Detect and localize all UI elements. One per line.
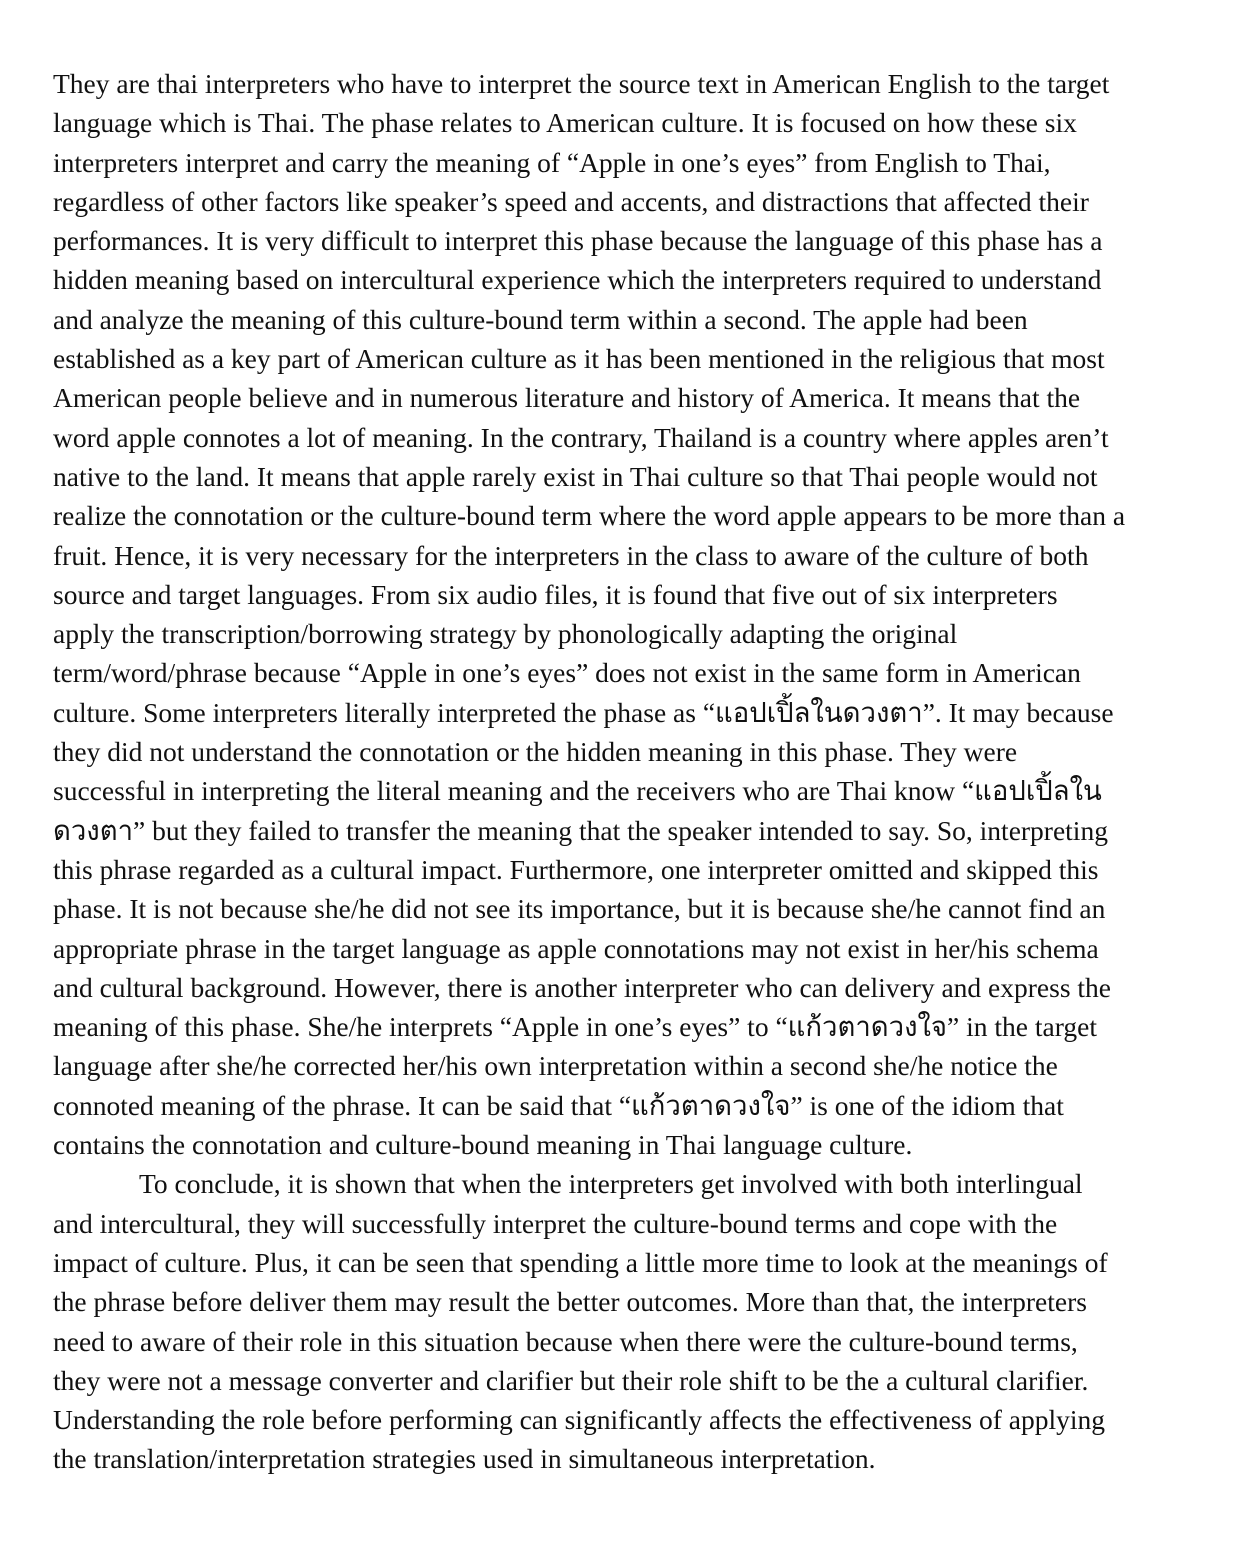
paragraph-1 xyxy=(53,64,1178,1164)
document-page xyxy=(53,64,1178,1479)
text-line: apply the transcription/borrowing strategy by phonologically adapting the original xyxy=(53,618,958,650)
text-line: they were not a message converter and clarifier but their role shift to be the a cultural clarifier. xyxy=(53,1364,1089,1396)
text-line: They are thai interpreters who have to interpret the source text in American English to the target xyxy=(53,68,1110,99)
text-line: regardless of other factors like speaker’s speed and accents, and distractions that affected their xyxy=(53,185,1089,217)
text-line: they did not understand the connotation or the hidden meaning in this phase. They were xyxy=(53,736,1018,768)
text-line: fruit. Hence, it is very necessary for the interpreters in the class to aware of the culture of both xyxy=(53,539,1089,571)
text-line: meaning of this phase. She/he interprets “Apple in one’s eyes” to “แก้วตาดวงใจ” in the target xyxy=(53,1011,1097,1043)
text-line: contains the connotation and culture-bound meaning in Thai language culture. xyxy=(53,1129,913,1161)
text-line: word apple connotes a lot of meaning. In the contrary, Thailand is a country where apples aren’t xyxy=(53,421,1109,453)
text-line: phase. It is not because she/he did not see its importance, but it is because she/he cannot find an xyxy=(53,893,1106,925)
text-line: native to the land. It means that apple rarely exist in Thai culture so that Thai people would not xyxy=(53,460,1098,492)
text-line: and cultural background. However, there is another interpreter who can delivery and express the xyxy=(53,971,1111,1003)
text-line: successful in interpreting the literal meaning and the receivers who are Thai know “แอปเปิ้ลใน xyxy=(53,775,1102,807)
text-line: hidden meaning based on intercultural experience which the interpreters required to understand xyxy=(53,264,1102,296)
text-line-indented: To conclude, it is shown that when the interpreters get involved with both interlingual xyxy=(139,1168,1083,1200)
text-line: ดวงตา” but they failed to transfer the meaning that the speaker intended to say. So, interpreting xyxy=(53,814,1108,846)
text-line: language which is Thai. The phase relates to American culture. It is focused on how these six xyxy=(53,107,1077,139)
text-line: the phrase before deliver them may result the better outcomes. More than that, the interpreters xyxy=(53,1286,1087,1318)
text-line: realize the connotation or the culture-bound term where the word apple appears to be more than a xyxy=(53,500,1126,532)
text-line: term/word/phrase because “Apple in one’s eyes” does not exist in the same form in American xyxy=(53,657,1081,689)
paragraph-2 xyxy=(53,1164,1178,1478)
text-line: American people believe and in numerous literature and history of America. It means that the xyxy=(53,382,1081,414)
text-line: appropriate phrase in the target language as apple connotations may not exist in her/his schema xyxy=(53,932,1099,964)
text-line: culture. Some interpreters literally interpreted the phase as “แอปเปิ้ลในดวงตา”. It may because xyxy=(53,696,1114,728)
text-line: language after she/he corrected her/his own interpretation within a second she/he notice the xyxy=(53,1050,1058,1082)
text-line: Understanding the role before performing can significantly affects the effectiveness of applying xyxy=(53,1404,1106,1436)
text-line: need to aware of their role in this situation because when there were the culture-bound terms, xyxy=(53,1325,1078,1357)
text-line: connoted meaning of the phrase. It can be said that “แก้วตาดวงใจ” is one of the idiom that xyxy=(53,1089,1064,1121)
text-line: established as a key part of American culture as it has been mentioned in the religious that most xyxy=(53,343,1105,375)
text-line: and intercultural, they will successfully interpret the culture-bound terms and cope with the xyxy=(53,1207,1058,1239)
text-line: and analyze the meaning of this culture-bound term within a second. The apple had been xyxy=(53,303,1028,335)
text-line: source and target languages. From six audio files, it is found that five out of six interpreters xyxy=(53,578,1058,610)
text-line: the translation/interpretation strategies used in simultaneous interpretation. xyxy=(53,1443,876,1475)
text-line: this phrase regarded as a cultural impact. Furthermore, one interpreter omitted and skipped this xyxy=(53,853,1099,885)
text-line: impact of culture. Plus, it can be seen that spending a little more time to look at the meanings of xyxy=(53,1246,1108,1278)
text-line: performances. It is very difficult to interpret this phase because the language of this phase has a xyxy=(53,225,1103,257)
text-line: interpreters interpret and carry the meaning of “Apple in one’s eyes” from English to Thai, xyxy=(53,146,1051,178)
